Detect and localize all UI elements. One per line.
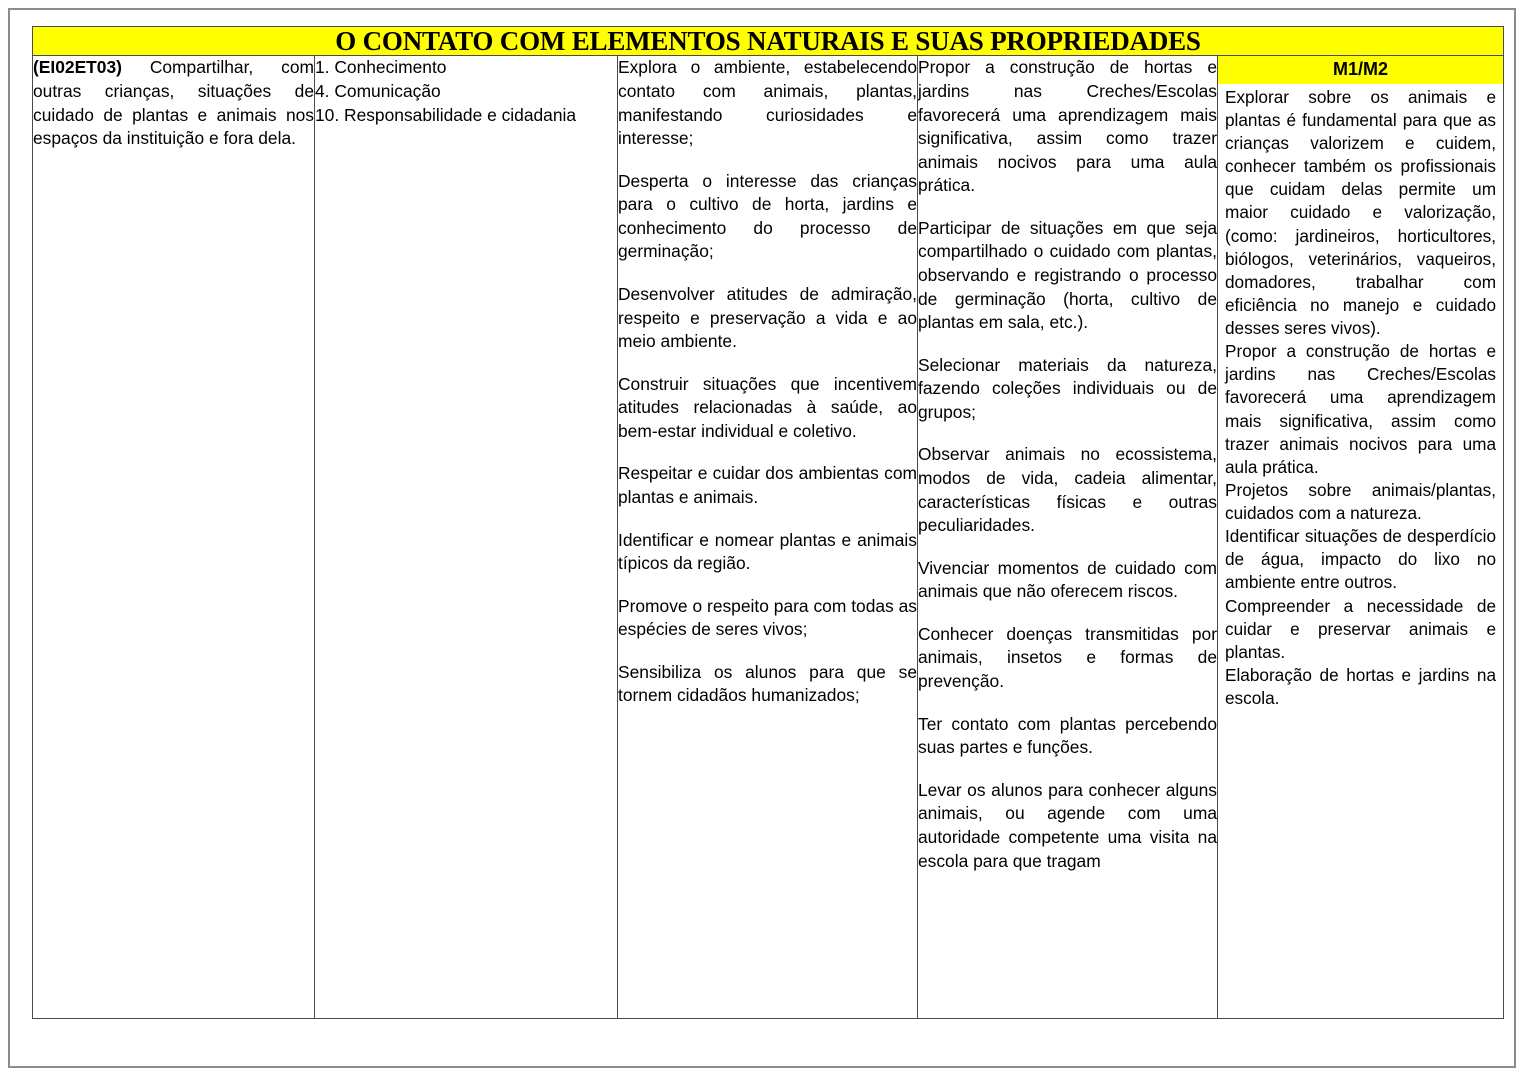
- estrategia-paragraph: Observar animais no ecossistema, modos de vida, cadeia alimentar, características físicas e outras peculiaridades.: [918, 444, 1217, 536]
- table-content-row: [33, 56, 1504, 1019]
- habilidade-paragraph: Respeitar e cuidar dos ambientas com plantas e animais.: [618, 463, 917, 508]
- estrategia-paragraph: Selecionar materiais da natureza, fazendo coleções individuais ou de grupos;: [918, 354, 1217, 422]
- habilidade-paragraph: Desperta o interesse das crianças para o cultivo de horta, jardins e conhecimento do processo de germinação;: [618, 170, 917, 262]
- estrategia-paragraph: Participar de situações em que seja compartilhado o cuidado com plantas, observando e registrando o processo de germinação (horta, cultivo de plantas em sala, etc.).: [918, 217, 1217, 333]
- modulo-paragraph: Compreender a necessidade de cuidar e preservar animais e plantas.: [1225, 595, 1497, 662]
- curriculum-table: [32, 26, 1504, 1019]
- campo-item: 4. Comunicação: [315, 80, 441, 101]
- table-title-row: [33, 27, 1504, 56]
- cell-estrategias: [918, 56, 1218, 1019]
- habilidade-paragraph: Promove o respeito para com todas as espécies de seres vivos;: [618, 595, 917, 640]
- modulo-paragraph: Projetos sobre animais/plantas, cuidados com a natureza.: [1225, 479, 1497, 524]
- objetivo-text: Compartilhar, com outras crianças, situações de cuidado de plantas e animais nos espaços da instituição e fora dela.: [33, 57, 314, 149]
- modulo-paragraph: Explorar sobre os animais e plantas é fundamental para que as crianças valorizem e cuidem, conhecer também os profissionais que cuidam delas permite um maior cuidado e valorização, (como: jardineiros, horticultores, biólogos, veterinários, vaqueiros, domadores, trabalhar com eficiência no manejo e cuidado desses seres vivos).: [1225, 86, 1497, 339]
- document-title: O CONTATO COM ELEMENTOS NATURAIS E SUAS PROPRIEDADES: [33, 27, 1504, 56]
- cell-objetivos: [33, 56, 315, 1019]
- habilidade-paragraph: Explora o ambiente, estabelecendo contato com animais, plantas, manifestando curiosidades e interesse;: [618, 57, 917, 149]
- cell-campos-de-experiencia: [315, 56, 618, 1019]
- modulo-paragraph: Propor a construção de hortas e jardins nas Creches/Escolas favorecerá uma aprendizagem mais significativa, assim como trazer animais nocivos para uma aula prática.: [1225, 341, 1497, 477]
- campo-item: 1. Conhecimento: [315, 57, 447, 78]
- habilidade-paragraph: Sensibiliza os alunos para que se tornem cidadãos humanizados;: [618, 661, 917, 706]
- campo-item: 10. Responsabilidade e cidadania: [315, 104, 577, 125]
- objetivo-paragraph: [33, 56, 314, 150]
- cell-habilidades: [618, 56, 918, 1019]
- estrategia-paragraph: Propor a construção de hortas e jardins nas Creches/Escolas favorecerá uma aprendizagem mais significativa, assim como trazer animais nocivos para uma aula prática.: [918, 57, 1217, 196]
- modulo-paragraph: Identificar situações de desperdício de água, impacto do lixo no ambiente entre outros.: [1225, 526, 1497, 593]
- estrategia-paragraph: Conhecer doenças transmitidas por animais, insetos e formas de prevenção.: [918, 623, 1217, 692]
- objetivo-code: (EI02ET03): [33, 57, 122, 78]
- modulos-body: [1218, 84, 1503, 716]
- habilidade-paragraph: Identificar e nomear plantas e animais típicos da região.: [618, 529, 917, 574]
- estrategia-paragraph: Ter contato com plantas percebendo suas partes e funções.: [918, 713, 1217, 758]
- modulos-header: M1/M2: [1218, 56, 1503, 84]
- estrategia-paragraph: Levar os alunos para conhecer alguns animais, ou agende com uma autoridade competente uma visita na escola para que tragam: [918, 779, 1217, 871]
- estrategia-paragraph: Vivenciar momentos de cuidado com animais que não oferecem riscos.: [918, 557, 1217, 602]
- cell-modulos: [1218, 56, 1504, 1019]
- modulo-paragraph: Elaboração de hortas e jardins na escola.: [1225, 664, 1497, 709]
- habilidade-paragraph: Desenvolver atitudes de admiração, respeito e preservação a vida e ao meio ambiente.: [618, 283, 917, 352]
- page-frame: [8, 8, 1516, 1068]
- habilidade-paragraph: Construir situações que incentivem atitudes relacionadas à saúde, ao bem-estar individual e coletivo.: [618, 373, 917, 441]
